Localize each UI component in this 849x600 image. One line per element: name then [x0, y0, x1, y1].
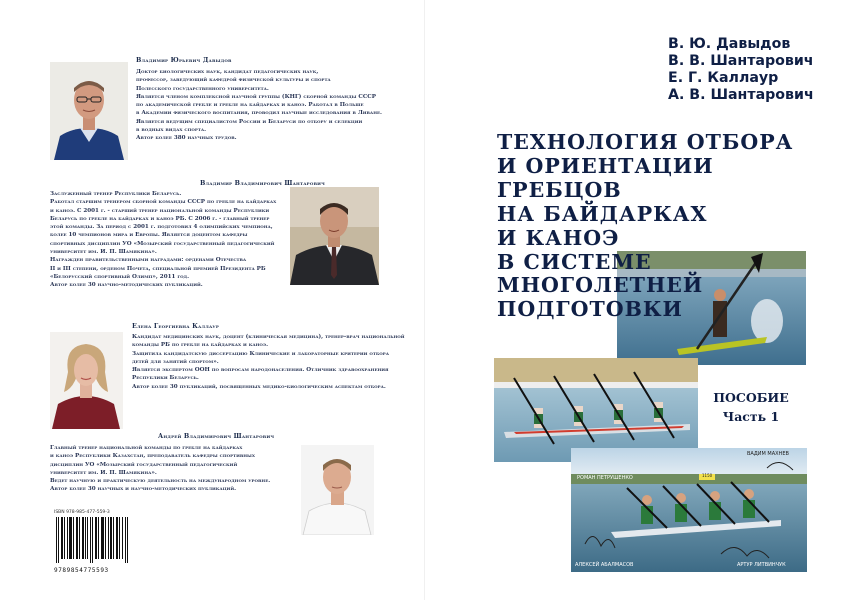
bio-name: Владимир Владимирович Шантарович: [200, 180, 325, 187]
author-name: Е. Г. Каллаур: [668, 70, 779, 86]
bio-line: профессор, заведующий кафедрой физической культуры и спорта: [136, 77, 331, 84]
bio-line: Заслуженный тренер Республики Беларусь.: [50, 191, 182, 197]
bio-line: Автор более 30 научно-методических публикаций.: [50, 282, 203, 289]
bio-line: и каноэ. С 2001 г. - старший тренер национальной команды Республики: [50, 207, 270, 214]
authors-list: [668, 36, 814, 104]
title-line: ПОДГОТОВКИ: [497, 297, 683, 322]
portrait-kallaur: [50, 332, 123, 429]
barcode: [54, 517, 130, 572]
bio-kallaur: [132, 323, 405, 391]
bio-line: Автор более 380 научных трудов.: [136, 135, 237, 142]
portrait-a-shantarovich: [301, 445, 374, 535]
bio-line: Работал старшим тренером сборной команды СССР по гребле на байдарках: [50, 199, 277, 206]
photo-kayak-women: [494, 358, 698, 462]
bio-line: более 10 чемпионов мира и Европы. Является доцентом кафедры: [50, 232, 248, 239]
bio-line: Республики Беларусь.: [132, 375, 199, 382]
title-line: ТЕХНОЛОГИЯ ОТБОРА: [497, 130, 794, 154]
book-part: Часть 1: [722, 409, 780, 424]
bio-line: Главный тренер национальной команды по гребле на байдарках: [50, 445, 243, 451]
bio-line: и каноэ Республики Казахстан, преподаватель кафедры спортивных: [50, 453, 255, 460]
title-line: И ОРИЕНТАЦИИ: [497, 153, 714, 178]
signature-caption: АЛЕКСЕЙ АБАЛМАСОВ: [575, 562, 634, 568]
signature-caption: ВАДИМ МАХНЕВ: [747, 451, 789, 457]
signature-caption: АРТУР ЛИТВИНЧУК: [737, 562, 786, 568]
bio-name: Андрей Владимирович Шантарович: [158, 433, 275, 440]
bio-line: университет им. И. П. Шамякина».: [50, 249, 157, 256]
portrait-v-shantarovich: [290, 187, 379, 285]
bio-line: этой команды. За период с 2001 г. подготовил 4 олимпийских чемпиона,: [50, 224, 273, 231]
bio-name: Владимир Юрьевич Давыдов: [136, 57, 232, 64]
author-name: А. В. Шантарович: [668, 87, 814, 103]
bio-line: Полесского государственного университета.: [136, 85, 269, 92]
bio-line: Кандидат медицинских наук, доцент (клиническая медицина), тренер-врач национальной: [132, 334, 405, 340]
bio-line: дисциплин УО «Мозырский государственный педагогический: [50, 461, 238, 468]
bio-davydov: [136, 57, 382, 143]
title-line: НА БАЙДАРКАХ: [497, 201, 708, 226]
barcode-bars: [54, 517, 130, 567]
bio-a-shantarovich: [50, 433, 274, 494]
bio-line: Является ведущим специалистом России и Беларуси по отбору и селекции: [136, 118, 363, 125]
bio-line: Доктор биологических наук, кандидат педагогических наук,: [136, 69, 319, 75]
barcode-digits: 9789854775593: [54, 567, 109, 574]
bio-line: Беларусь по гребле на байдарках и каноэ РБ. С 2006 г. - главный тренер: [50, 215, 270, 222]
portrait-davydov: [50, 62, 128, 160]
bio-v-shantarovich: [50, 180, 325, 290]
bio-line: Автор более 30 научных и научно-методических публикаций.: [50, 486, 237, 493]
bio-line: Награжден правительственными наградами: орденами Отечества: [50, 257, 247, 264]
bio-line: Защитила кандидатскую диссертацию Клинические и лабораторные критерии отбора: [132, 350, 390, 357]
edition-info: [706, 388, 796, 426]
bio-line: Автор более 30 публикаций, посвященных медико-биологическим аспектам отбора.: [132, 383, 386, 390]
bio-line: Ведет научную и практическую деятельность на международном уровне.: [50, 478, 271, 485]
bio-line: «Белорусский спортивный Олимп», 2011 год.: [50, 273, 190, 280]
bio-line: II и III степени, орденом Почета, специальной премией Президента РБ: [50, 265, 266, 272]
title-line: И КАНОЭ: [497, 225, 620, 250]
photo-kayak-men: [571, 448, 807, 572]
bio-line: университет им. И. П. Шамякина».: [50, 469, 157, 476]
bio-line: команды РБ по гребле на байдарках и каноэ.: [132, 342, 269, 349]
bio-line: в водных видах спорта.: [136, 127, 207, 134]
bio-line: спортивных дисциплин УО «Мозырский государственный педагогический: [50, 240, 275, 247]
bio-name: Елена Георгиевна Каллаур: [132, 323, 220, 330]
author-name: В. Ю. Давыдов: [668, 36, 791, 52]
spine-fold: [424, 0, 425, 600]
isbn-label: ISBN 978-985-477-559-3: [54, 510, 110, 515]
book-title: [497, 131, 793, 322]
title-line: В СИСТЕМЕ: [497, 249, 652, 274]
author-name: В. В. Шантарович: [668, 53, 814, 69]
bio-line: Является членом комплексной научной группы (КНГ) сборной команды СССР: [136, 93, 376, 100]
title-line: ГРЕБЦОВ: [497, 177, 622, 202]
bio-line: Является экспертом ООН по вопросам народонаселения. Отличник здравоохранения: [132, 367, 389, 374]
boat-number: 1150: [702, 473, 713, 478]
signature-caption: РОМАН ПЕТРУШЕНКО: [577, 475, 633, 481]
book-type: ПОСОБИЕ: [713, 390, 789, 405]
title-line: МНОГОЛЕТНЕЙ: [497, 273, 704, 298]
bio-line: по академической гребле и гребле на байдарках и каноэ. Работал в Польше: [136, 102, 364, 109]
bio-line: в Академии физического воспитания, проводил научные исследования в Ливане.: [136, 110, 382, 117]
bio-line: детей для занятий спортом».: [132, 358, 219, 365]
